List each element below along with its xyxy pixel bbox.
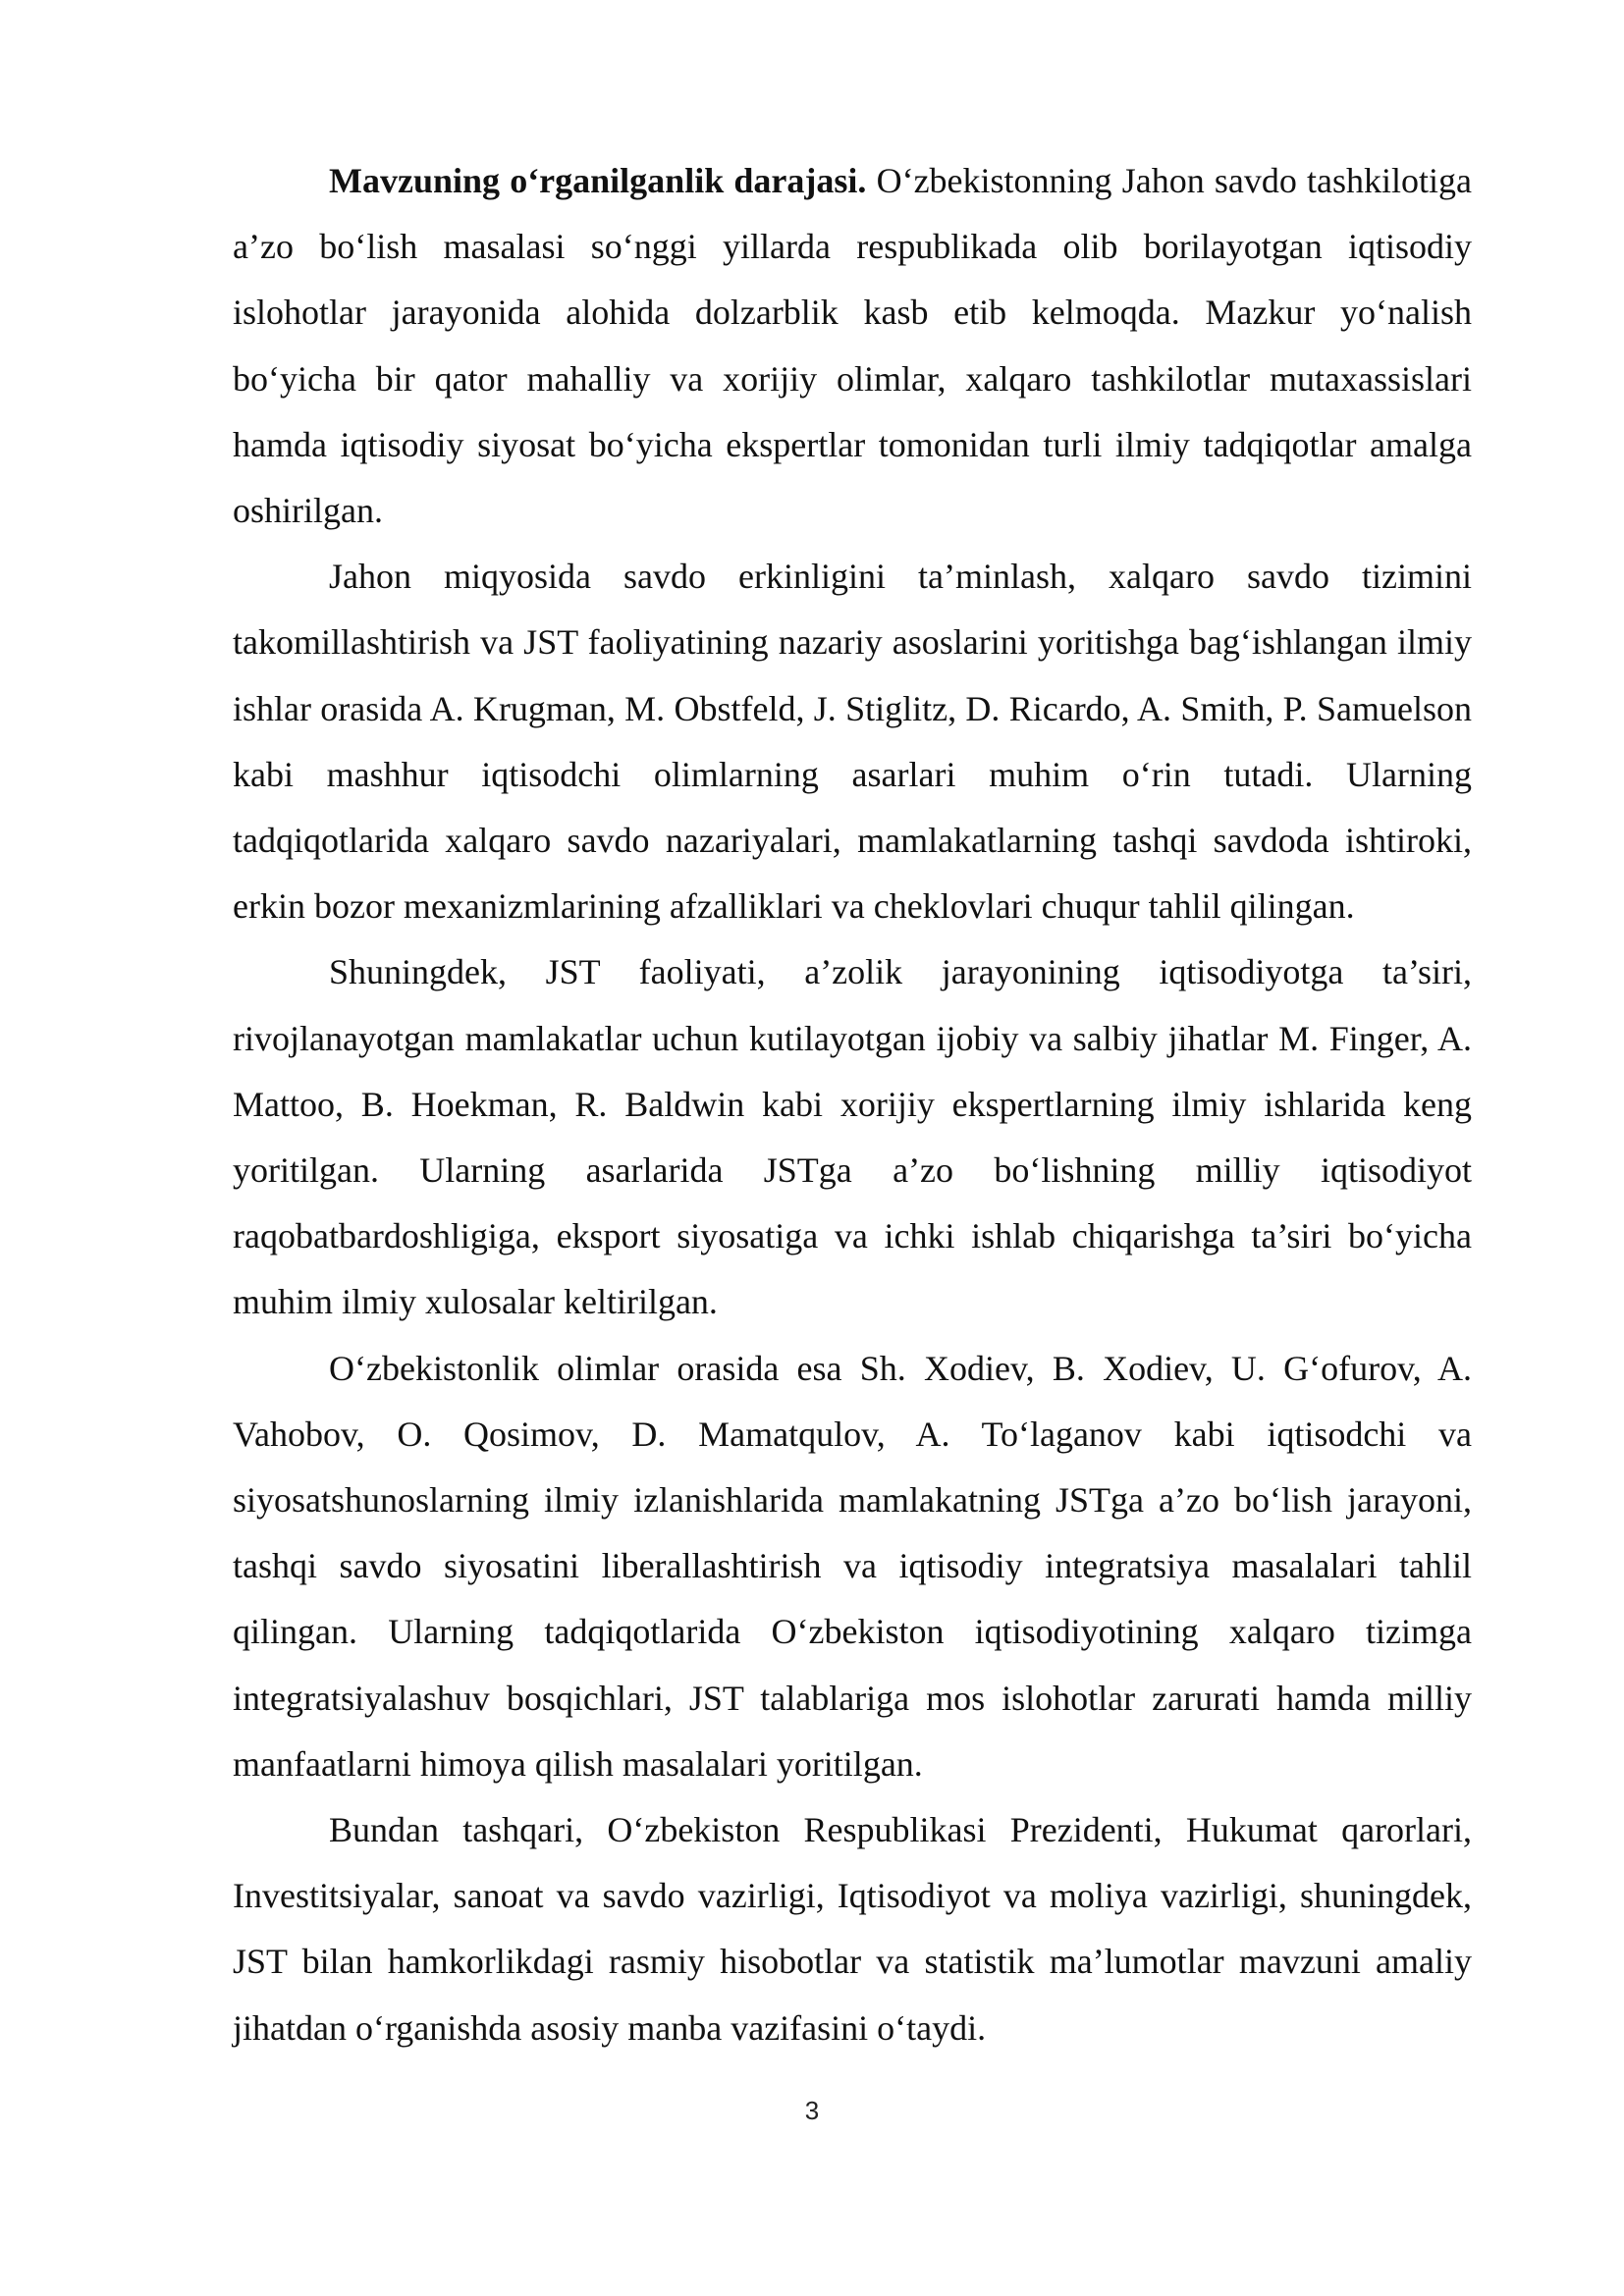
page-number: 3 xyxy=(804,2096,820,2125)
body-text xyxy=(233,148,1472,2061)
paragraph-study-level xyxy=(233,148,1472,544)
paragraph-uzbek-scholars: O‘zbekistonlik olimlar orasida esa Sh. Xodiev, B. Xodiev, U. G‘ofurov, A. Vahobov, O. Qosimov, D. Mamatqulov, A. To‘laganov kabi iqtisodchi va siyosatshunoslarning ilmiy izlanishlarida mamlakatning JSTga a’zo bo‘lish jarayoni, tashqi savdo siyosatini liberallashtirish va iqtisodiy integratsiya masalalari tahlil qilingan. Ularning tadqiqotlarida O‘zbekiston iqtisodiyotining xalqaro tizimga integratsiyalashuv bosqichlari, JST talablariga mos islohotlar zarurati hamda milliy manfaatlarni himoya qilish masalalari yoritilgan. xyxy=(233,1348,1472,1784)
paragraph-official-sources: Bundan tashqari, O‘zbekiston Respublikasi Prezidenti, Hukumat qarorlari, Investitsiyalar, sanoat va savdo vazirligi, Iqtisodiyot va moliya vazirligi, shuningdek, JST bilan hamkorlikdagi rasmiy hisobotlar va statistik ma’lumotlar mavzuni amaliy jihatdan o‘rganishda asosiy manba vazifasini o‘taydi. xyxy=(233,1810,1472,2048)
paragraph-text: O‘zbekistonning Jahon savdo tashkilotiga a’zo bo‘lish masalasi so‘nggi yillarda respublikada olib borilayotgan iqtisodiy islohotlar jarayonida alohida dolzarblik kasb etib kelmoqda. Mazkur yo‘nalish bo‘yicha bir qator mahalliy va xorijiy olimlar, xalqaro tashkilotlar mutaxassislari hamda iqtisodiy siyosat bo‘yicha ekspertlar tomonidan turli ilmiy tadqiqotlar amalga oshirilgan. xyxy=(233,161,1472,531)
paragraph-foreign-experts: Shuningdek, JST faoliyati, a’zolik jarayonining iqtisodiyotga ta’siri, rivojlanayotgan mamlakatlar uchun kutilayotgan ijobiy va salbiy jihatlar M. Finger, A. Mattoo, B. Hoekman, R. Baldwin kabi xorijiy ekspertlarning ilmiy ishlarida keng yoritilgan. Ularning asarlarida JSTga a’zo bo‘lishning milliy iqtisodiyot raqobatbardoshligiga, eksport siyosatiga va ichki ishlab chiqarishga ta’siri bo‘yicha muhim ilmiy xulosalar keltirilgan. xyxy=(233,952,1472,1322)
paragraph-world-scholars: Jahon miqyosida savdo erkinligini ta’minlash, xalqaro savdo tizimini takomillashtirish va JST faoliyatining nazariy asoslarini yoritishga bag‘ishlangan ilmiy ishlar orasida A. Krugman, M. Obstfeld, J. Stiglitz, D. Ricardo, A. Smith, P. Samuelson kabi mashhur iqtisodchi olimlarning asarlari muhim o‘rin tutadi. Ularning tadqiqotlarida xalqaro savdo nazariyalari, mamlakatlarning tashqi savdoda ishtiroki, erkin bozor mexanizmlarining afzalliklari va cheklovlari chuqur tahlil qilingan. xyxy=(233,557,1472,927)
section-heading: Mavzuning o‘rganilganlik darajasi. xyxy=(329,161,867,200)
